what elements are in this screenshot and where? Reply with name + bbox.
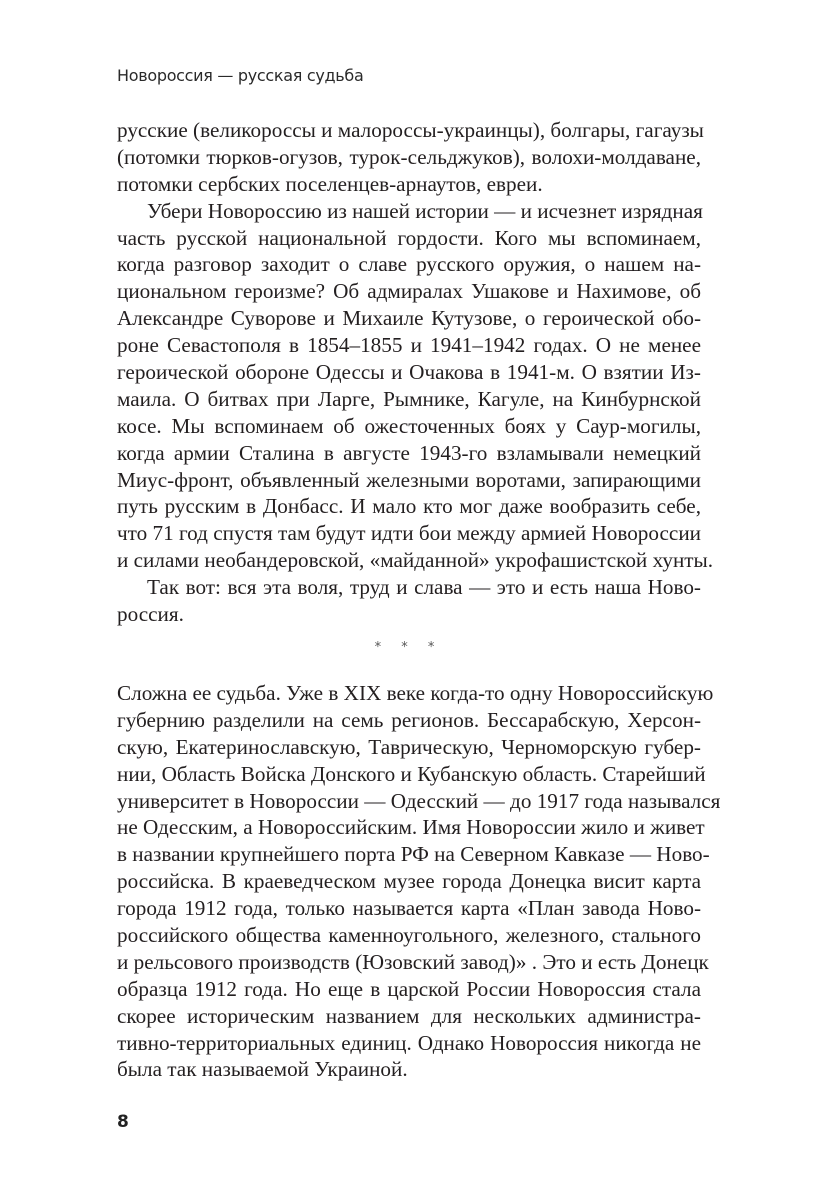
text-line: путь русским в Донбасс. И мало кто мог даже вообразить себе, xyxy=(117,494,701,519)
text-line: Так вот: вся эта воля, труд и слава — это и есть наша Ново- xyxy=(147,575,701,600)
text-line: нии, Область Войска Донского и Кубанскую область. Старейший xyxy=(117,761,706,786)
text-line: роне Севастополя в 1854–1855 и 1941–1942 годах. О не менее xyxy=(117,333,701,358)
text-line: (потомки тюрков-огузов, турок-сельджуков), волохи-молдаване, xyxy=(117,144,701,169)
text-line: что 71 год спустя там будут идти бои между армией Новороссии xyxy=(117,521,701,546)
text-line: университет в Новороссии — Одесский — до 1917 года назывался xyxy=(117,788,721,813)
running-header: Новороссия — русская судьба xyxy=(117,66,364,85)
text-line: российска. В краеведческом музее города Донецка висит карта xyxy=(117,869,701,894)
text-line: Александре Суворове и Михаиле Кутузове, о героической обо- xyxy=(117,306,701,331)
text-line: россия. xyxy=(117,602,184,627)
text-line: в названии крупнейшего порта РФ на Северном Кавказе — Ново- xyxy=(117,842,710,867)
text-line: скорее историческим названием для нескольких администра- xyxy=(117,1003,701,1028)
text-line: часть русской национальной гордости. Кого мы вспоминаем, xyxy=(117,225,701,250)
text-line: российского общества каменноугольного, железного, стального xyxy=(117,923,701,948)
text-line: была так называемой Украиной. xyxy=(117,1057,408,1082)
text-line: циональном героизме? Об адмиралах Ушакове и Нахимове, об xyxy=(117,279,701,304)
text-line: русские (великороссы и малороссы-украинцы), болгары, гагаузы xyxy=(117,118,704,142)
text-line: когда разговор заходит о славе русского оружия, о нашем на- xyxy=(117,252,701,277)
text-line: и рельсового производств (Юзовский завод)» . Это и есть Донецк xyxy=(117,949,709,974)
text-line: не Одесским, а Новороссийским. Имя Новороссии жило и живет xyxy=(117,815,705,840)
text-line: косе. Мы вспоминаем об ожесточенных боях у Саур-могилы, xyxy=(117,413,701,438)
text-line: Убери Новороссию из нашей истории — и исчезнет изрядная xyxy=(147,198,703,223)
text-line: маила. О битвах при Ларге, Рымнике, Кагуле, на Кинбурнской xyxy=(117,386,701,411)
section-break: * * * xyxy=(374,640,443,655)
page-number: 8 xyxy=(117,1112,129,1132)
text-line: тивно-территориальных единиц. Однако Новороссия никогда не xyxy=(117,1030,701,1055)
text-line: скую, Екатеринославскую, Таврическую, Черноморскую губер- xyxy=(117,734,701,759)
text-block-after-break xyxy=(117,680,721,1083)
text-line: губернию разделили на семь регионов. Бессарабскую, Херсон- xyxy=(117,707,701,732)
paragraph xyxy=(117,574,701,628)
text-line: и силами необандеровской, «майданной» укрофашистской хунты. xyxy=(117,548,714,573)
paragraph xyxy=(117,198,714,574)
paragraph xyxy=(117,117,704,198)
text-line: потомки сербских поселенцев-арнаутов, евреи. xyxy=(117,171,543,196)
text-line: Сложна ее судьба. Уже в XIX веке когда-то одну Новороссийскую xyxy=(117,681,714,705)
text-line: героической обороне Одессы и Очакова в 1941-м. О взятии Из- xyxy=(117,360,701,385)
text-line: когда армии Сталина в августе 1943-го взламывали немецкий xyxy=(117,440,701,465)
paragraph xyxy=(117,680,721,1083)
text-line: города 1912 года, только называется карта «План завода Ново- xyxy=(117,896,701,921)
text-line: образца 1912 года. Но еще в царской России Новороссия стала xyxy=(117,976,701,1001)
text-block-before-break xyxy=(117,117,714,628)
text-line: Миус-фронт, объявленный железными воротами, запирающими xyxy=(117,467,701,492)
